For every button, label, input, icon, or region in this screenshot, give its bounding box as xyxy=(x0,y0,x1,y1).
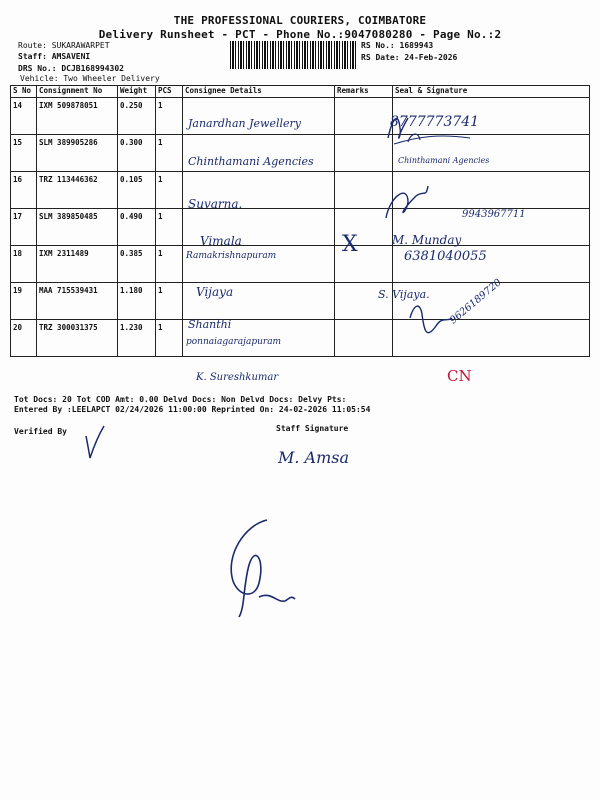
col-header-consignee: Consignee Details xyxy=(183,86,335,98)
row-sno: 15 xyxy=(11,135,37,172)
row-weight: 0.300 xyxy=(118,135,156,172)
row-sno: 14 xyxy=(11,98,37,135)
hw-signature-14: 8777773741 xyxy=(390,114,480,130)
drs-number: DRS No.: DCJB168994302 xyxy=(18,64,124,73)
col-header-pcs: PCS xyxy=(156,86,183,98)
row-pcs: 1 xyxy=(156,98,183,135)
row-weight: 0.105 xyxy=(118,172,156,209)
row-sno: 19 xyxy=(11,283,37,320)
vehicle-label: Vehicle: Two Wheeler Delivery xyxy=(20,74,160,83)
row-weight: 0.250 xyxy=(118,98,156,135)
row-weight: 0.490 xyxy=(118,209,156,246)
hw-signature-20: CN xyxy=(447,367,472,385)
col-header-sno: S No xyxy=(11,86,37,98)
row-pcs: 1 xyxy=(156,320,183,357)
hw-consignee-17a: Vimala xyxy=(200,234,242,248)
hw-phone-19: 9626189720 xyxy=(448,277,504,327)
verified-tick-mark xyxy=(80,422,110,462)
hw-consignee-19b: ponnaiagarajapuram xyxy=(186,337,282,347)
totals-line: Tot Docs: 20 Tot COD Amt: 0.00 Delvd Docs: Non Delvd Docs: Delvy Pts: xyxy=(14,395,347,404)
hw-seal-15: Chinthamani Agencies xyxy=(398,156,490,165)
row-pcs: 1 xyxy=(156,246,183,283)
row-consignment: IXM 509878051 xyxy=(37,98,118,135)
hw-consignee-19a: Shanthi xyxy=(188,318,232,331)
row-weight: 1.230 xyxy=(118,320,156,357)
staff-signature-label: Staff Signature xyxy=(276,424,349,433)
hw-phone-17: 6381040055 xyxy=(404,249,487,264)
hw-phone-16: 9943967711 xyxy=(462,209,526,220)
row-sno: 17 xyxy=(11,209,37,246)
row-weight: 0.385 xyxy=(118,246,156,283)
hw-signature-17: M. Munday xyxy=(392,233,462,247)
seal-signature-strokes xyxy=(380,100,580,380)
hw-signature-18: S. Vijaya. xyxy=(378,288,430,301)
col-header-seal-signature: Seal & Signature xyxy=(393,86,590,98)
table-header-row xyxy=(11,86,590,98)
row-pcs: 1 xyxy=(156,172,183,209)
row-sno: 18 xyxy=(11,246,37,283)
row-consignment: SLM 389905286 xyxy=(37,135,118,172)
staff-label: Staff: AMSAVENI xyxy=(18,52,91,61)
hw-consignee-17b: Ramakrishnapuram xyxy=(186,251,277,261)
row-consignment: IXM 2311489 xyxy=(37,246,118,283)
row-pcs: 1 xyxy=(156,283,183,320)
row-consignment: SLM 389850485 xyxy=(37,209,118,246)
barcode-image xyxy=(230,41,356,69)
row-consignment: MAA 715539431 xyxy=(37,283,118,320)
col-header-remarks: Remarks xyxy=(335,86,393,98)
hw-consignee-20: K. Sureshkumar xyxy=(196,372,279,383)
route-label: Route: SUKARAWARPET xyxy=(18,41,110,50)
hw-consignee-18: Vijaya xyxy=(196,285,234,299)
large-signature-scribble xyxy=(215,515,325,625)
row-consignment: TRZ 113446362 xyxy=(37,172,118,209)
entered-by-line: Entered By :LEELAPCT 02/24/2026 11:00:00 Reprinted On: 24-02-2026 11:05:54 xyxy=(14,405,371,414)
col-header-consignment: Consignment No xyxy=(37,86,118,98)
row-sno: 20 xyxy=(11,320,37,357)
row-pcs: 1 xyxy=(156,209,183,246)
row-sno: 16 xyxy=(11,172,37,209)
hw-consignee-16: Suvarna. xyxy=(188,197,243,211)
rs-number: RS No.: 1689943 xyxy=(361,41,434,50)
runsheet-subtitle: Delivery Runsheet - PCT - Phone No.:9047080280 - Page No.:2 xyxy=(98,28,502,41)
hw-consignee-15: Chinthamani Agencies xyxy=(188,155,314,168)
row-consignment: TRZ 300031375 xyxy=(37,320,118,357)
rs-date: RS Date: 24-Feb-2026 xyxy=(361,53,458,62)
hw-consignee-14: Janardhan Jewellery xyxy=(188,117,301,130)
row-pcs: 1 xyxy=(156,135,183,172)
verified-by-label: Verified By xyxy=(14,427,67,436)
hw-remark-17: X xyxy=(342,232,358,257)
company-title: THE PROFESSIONAL COURIERS, COIMBATORE xyxy=(173,14,427,27)
col-header-weight: Weight xyxy=(118,86,156,98)
row-weight: 1.180 xyxy=(118,283,156,320)
staff-signature-hw: M. Amsa xyxy=(278,448,350,467)
